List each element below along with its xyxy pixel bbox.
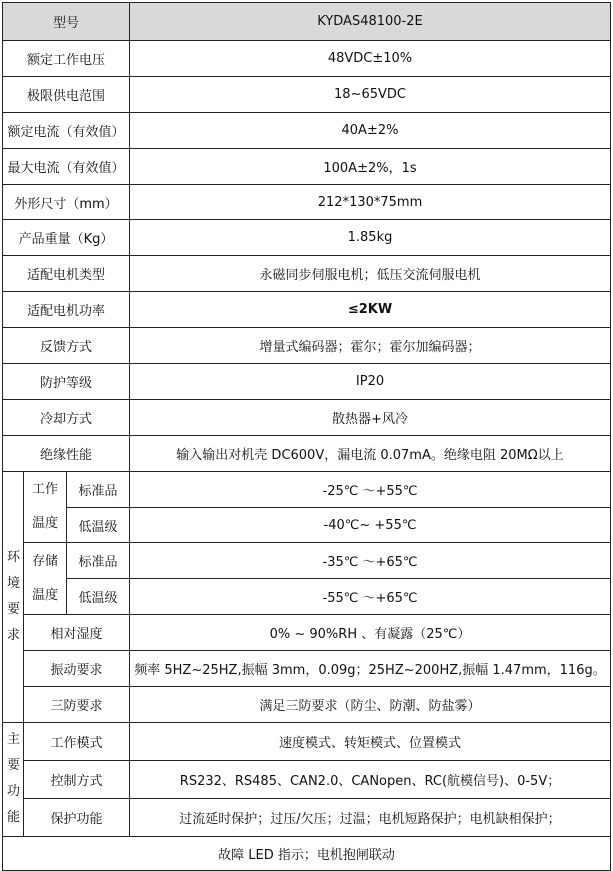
table-row	[3, 292, 611, 328]
row-value: -55℃ ～+65℃	[130, 579, 611, 615]
table-row	[3, 76, 611, 112]
row-value: 速度模式、转矩模式、位置模式	[130, 722, 611, 760]
row-label: 反馈方式	[3, 328, 130, 364]
row-value: 满足三防要求（防尘、防潮、防盐雾）	[130, 687, 611, 723]
func-protect-row	[3, 798, 611, 836]
table-row	[3, 256, 611, 292]
table-row	[3, 364, 611, 400]
table-header-row	[3, 3, 611, 41]
header-value: KYDAS48100-2E	[130, 3, 611, 41]
sub-label: 标准品	[67, 471, 130, 507]
row-value: 过流延时保护；过压/欠压；过温；电机短路保护；电机缺相保护；	[130, 798, 611, 836]
func-group-label: 主 要 功 能	[3, 722, 24, 836]
env-humidity-row	[3, 615, 611, 651]
row-label: 防护等级	[3, 364, 130, 400]
table-row	[3, 328, 611, 364]
header-label: 型号	[3, 3, 130, 41]
row-value: 40A±2%	[130, 112, 611, 148]
sub-label: 低温级	[67, 507, 130, 543]
row-value: IP20	[130, 364, 611, 400]
row-label: 最大电流（有效值）	[3, 148, 130, 184]
row-value: 0% ~ 90%RH 、有凝露（25℃）	[130, 615, 611, 651]
env-work-temp-low-row	[3, 507, 611, 543]
func-control-row	[3, 760, 611, 798]
row-label: 极限供电范围	[3, 76, 130, 112]
work-temp-label: 工作 温度	[24, 471, 67, 543]
row-label: 三防要求	[24, 687, 130, 723]
func-led-row	[3, 836, 611, 870]
row-value: 故障 LED 指示；电机抱闸联动	[3, 836, 611, 870]
row-value: 散热器+风冷	[130, 399, 611, 435]
row-label: 工作模式	[24, 722, 130, 760]
spec-table	[2, 2, 611, 871]
row-value: RS232、RS485、CAN2.0、CANopen、RC(航模信号)、0-5V；	[130, 760, 611, 798]
env-group-label: 环 境 要 求	[3, 471, 24, 722]
row-value: 增量式编码器；霍尔；霍尔加编码器；	[130, 328, 611, 364]
row-label: 保护功能	[24, 798, 130, 836]
table-row	[3, 184, 611, 220]
row-label: 额定电流（有效值）	[3, 112, 130, 148]
row-value: -35℃ ～+65℃	[130, 543, 611, 579]
row-label: 适配电机功率	[3, 292, 130, 328]
row-value: 永磁同步伺服电机；低压交流伺服电机	[130, 256, 611, 292]
storage-temp-label: 存储 温度	[24, 543, 67, 615]
row-value: 频率 5HZ~25HZ,振幅 3mm，0.09g；25HZ~200HZ,振幅 1.47mm，116g。	[130, 651, 611, 687]
row-label: 冷却方式	[3, 399, 130, 435]
row-label: 相对湿度	[24, 615, 130, 651]
row-label: 控制方式	[24, 760, 130, 798]
env-storage-temp-low-row	[3, 579, 611, 615]
row-value: 1.85kg	[130, 220, 611, 256]
row-value: 212*130*75mm	[130, 184, 611, 220]
sub-label: 低温级	[67, 579, 130, 615]
table-row	[3, 41, 611, 77]
table-row	[3, 148, 611, 184]
table-row	[3, 220, 611, 256]
func-work-mode-row	[3, 722, 611, 760]
row-label: 振动要求	[24, 651, 130, 687]
row-value: 48VDC±10%	[130, 41, 611, 77]
row-label: 适配电机类型	[3, 256, 130, 292]
env-vibration-row	[3, 651, 611, 687]
row-label: 绝缘性能	[3, 435, 130, 471]
table-row	[3, 112, 611, 148]
row-value: -25℃ ～+55℃	[130, 471, 611, 507]
env-storage-temp-standard-row	[3, 543, 611, 579]
row-label: 产品重量（Kg）	[3, 220, 130, 256]
row-label: 外形尺寸（mm）	[3, 184, 130, 220]
env-protection-row	[3, 687, 611, 723]
env-work-temp-standard-row	[3, 471, 611, 507]
table-row	[3, 435, 611, 471]
row-value: 100A±2%，1s	[130, 148, 611, 184]
row-value: 输入输出对机壳 DC600V，漏电流 0.07mA。绝缘电阻 20MΩ以上	[130, 435, 611, 471]
row-value: -40℃~ +55℃	[130, 507, 611, 543]
row-label: 额定工作电压	[3, 41, 130, 77]
table-row	[3, 399, 611, 435]
row-value: ≤2KW	[130, 292, 611, 328]
sub-label: 标准品	[67, 543, 130, 579]
row-value: 18~65VDC	[130, 76, 611, 112]
